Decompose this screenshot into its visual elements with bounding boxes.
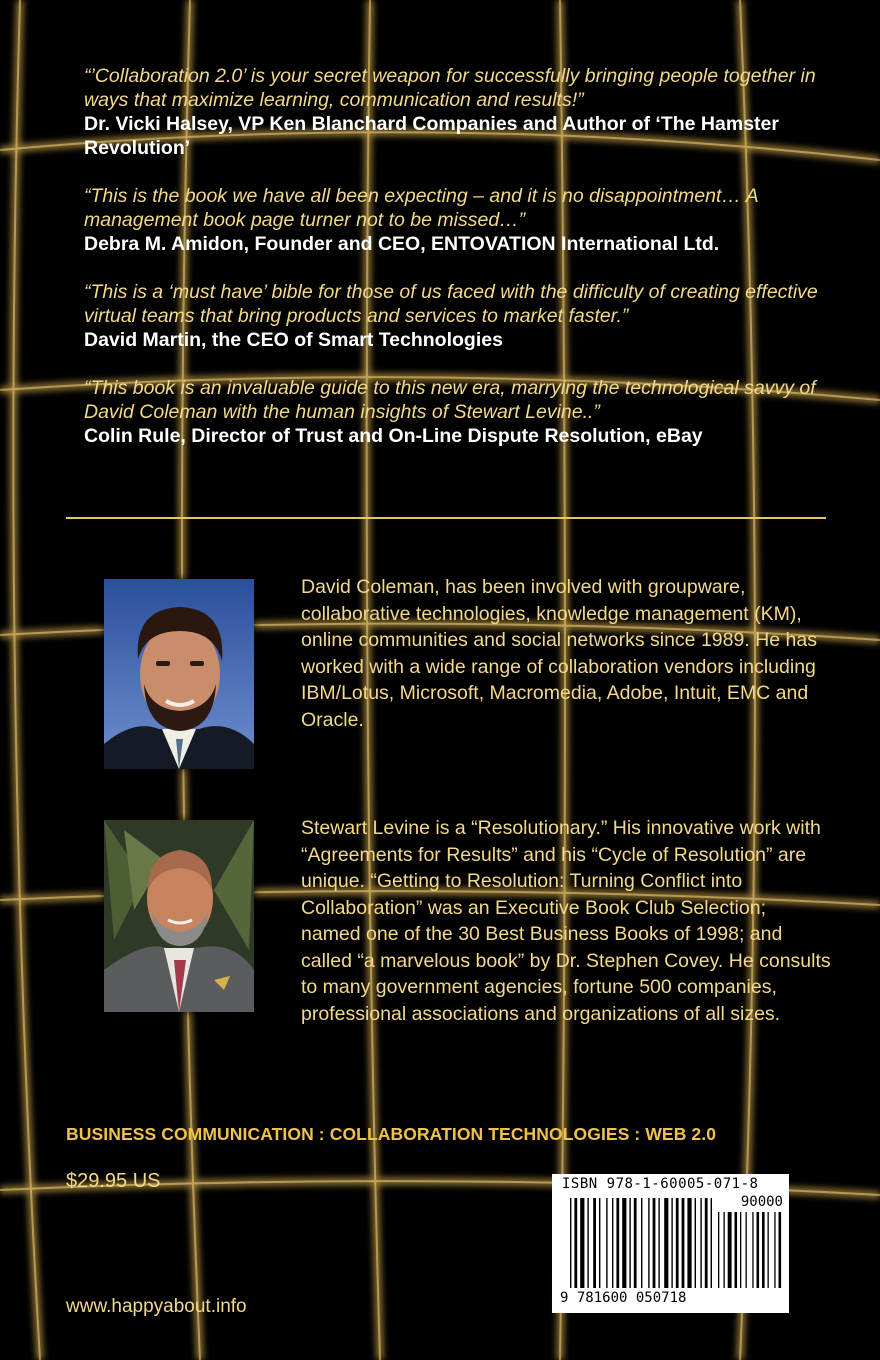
endorsements	[84, 64, 824, 472]
isbn-label: ISBN 978-1-60005-071-8	[562, 1176, 759, 1192]
author-bio-stewart-levine: Stewart Levine is a “Resolutionary.” His innovative work with “Agreements for Results” and his “Cycle of Resolution” are unique. “Getting to Resolution: Turning Conflict into Collaboration” was an Executive Book Club Selection; named one of the 30 Best Business Books of 1998; and called “a marvelous book” by Dr. Stephen Covey. He consults to many government agencies, fortune 500 companies, professional associations and organizations of all sizes.	[301, 817, 831, 1025]
endorsement	[84, 280, 824, 352]
website-url: www.happyabout.info	[66, 1296, 247, 1317]
isbn-barcode	[552, 1174, 789, 1313]
endorsement-quote: “This is the book we have all been expecting – and it is no disappointment… A management book page turner not to be missed…”	[84, 185, 758, 231]
endorsement-attribution: Dr. Vicki Halsey, VP Ken Blanchard Companies and Author of ‘The Hamster Revolution’	[84, 113, 779, 159]
endorsement-quote: “This book is an invaluable guide to this new era, marrying the technological savvy of David Coleman with the human insights of Stewart Levine..”	[84, 377, 816, 423]
section-divider	[66, 517, 826, 519]
category-line: BUSINESS COMMUNICATION : COLLABORATION TECHNOLOGIES : WEB 2.0	[66, 1124, 717, 1144]
endorsement-quote: “This is a ‘must have’ bible for those of us faced with the difficulty of creating effective virtual teams that bring products and services to market faster.”	[84, 281, 818, 327]
endorsement-quote: “’Collaboration 2.0’ is your secret weapon for successfully bringing people together in ways that maximize learning, communication and results!”	[84, 65, 816, 111]
author-photo-stewart-levine	[104, 820, 254, 1012]
price: $29.95 US	[66, 1170, 161, 1192]
endorsement-attribution: Debra M. Amidon, Founder and CEO, ENTOVATION International Ltd.	[84, 233, 720, 255]
barcode-addon-number: 90000	[740, 1194, 783, 1210]
endorsement-attribution: David Martin, the CEO of Smart Technologies	[84, 329, 503, 351]
endorsement	[84, 184, 824, 256]
author-photo-david-coleman	[104, 579, 254, 769]
endorsement	[84, 64, 824, 160]
endorsement	[84, 376, 824, 448]
barcode-digits: 9 781600 050718	[560, 1290, 687, 1306]
author-bio-david-coleman: David Coleman, has been involved with groupware, collaborative technologies, knowledge management (KM), online communities and social networks since 1989. He has worked with a wide range of collaboration vendors including IBM/Lotus, Microsoft, Macromedia, Adobe, Intuit, EMC and Oracle.	[301, 576, 817, 731]
endorsement-attribution: Colin Rule, Director of Trust and On-Line Dispute Resolution, eBay	[84, 425, 703, 447]
